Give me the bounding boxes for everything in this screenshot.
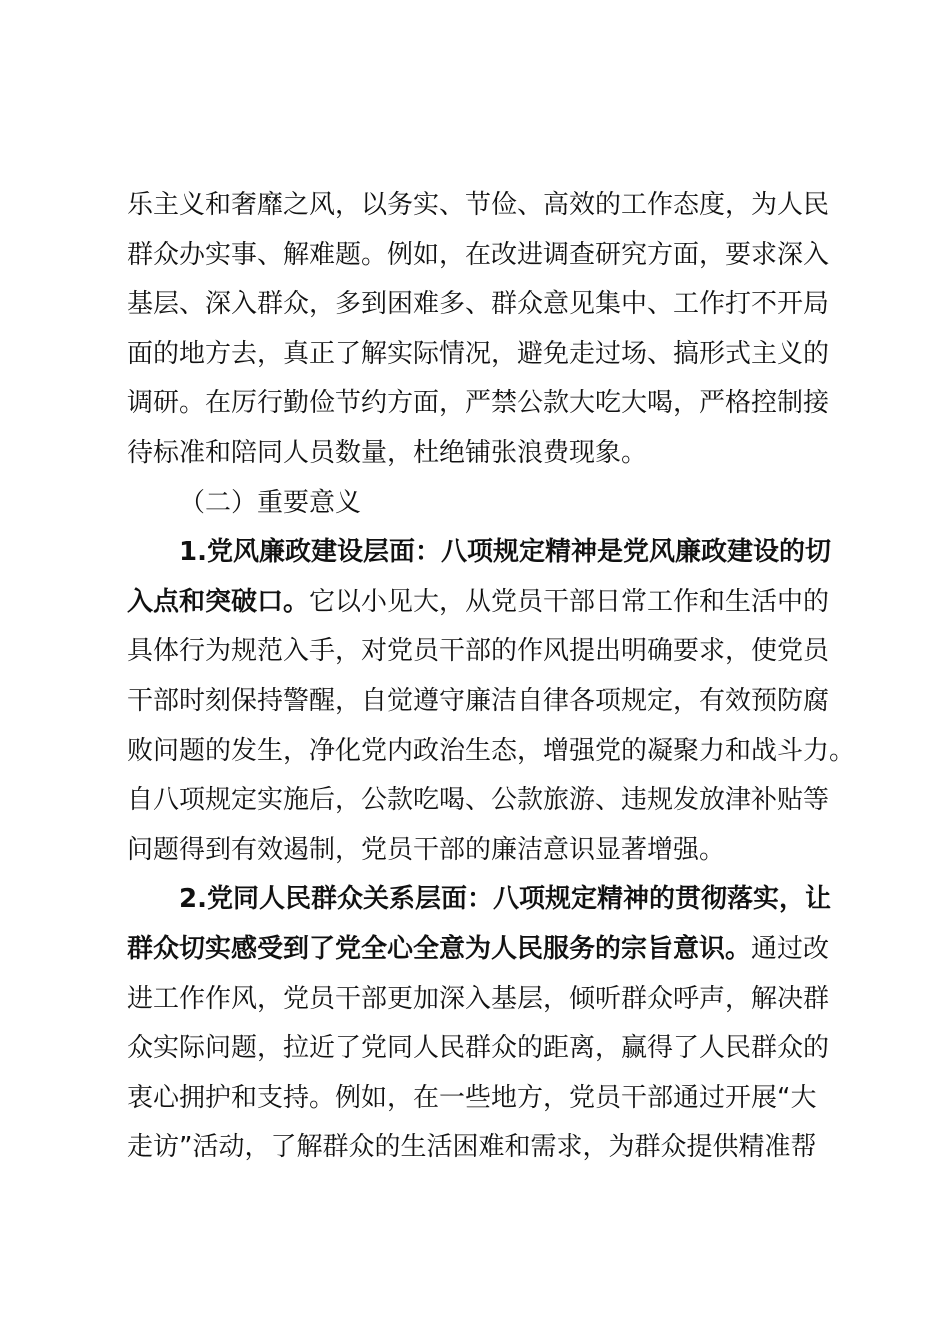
text-line (127, 727, 856, 777)
text-segment: 具体行为规范入手，对党员干部的作风提出明确要求，使党员 (127, 636, 830, 667)
text-line (127, 1123, 847, 1173)
text-line (127, 875, 847, 925)
text-line (127, 528, 847, 578)
text-segment: 通过改 (751, 933, 830, 964)
text-segment: 待标准和陪同人员数量，杜绝铺张浪费现象。 (127, 437, 648, 468)
text-segment: 众实际问题，拉近了党同人民群众的距离，赢得了人民群众的 (127, 1033, 830, 1064)
text-segment: 问题得到有效遏制，党员干部的廉洁意识显著增强。 (127, 834, 726, 865)
text-line (127, 578, 847, 628)
text-line (127, 1074, 847, 1124)
bold-text-segment: 2.党同人民群众关系层面：八项规定精神的贯彻落实，让 (179, 884, 831, 915)
bold-text-segment: 入点和突破口。 (127, 586, 310, 617)
text-line (127, 627, 847, 677)
text-line (127, 280, 847, 330)
text-segment: 群众办实事、解难题。例如，在改进调查研究方面，要求深入 (127, 239, 830, 270)
text-line (127, 1024, 847, 1074)
text-line (127, 677, 847, 727)
text-line (127, 330, 847, 380)
text-segment: 它以小见大，从党员干部日常工作和生活中的 (309, 586, 830, 617)
text-segment: 衷心拥护和支持。例如，在一些地方，党员干部通过开展“大 (127, 1082, 817, 1113)
bold-text-segment: 群众切实感受到了党全心全意为人民服务的宗旨意识。 (127, 933, 752, 964)
text-line (127, 826, 847, 876)
text-line (127, 776, 847, 826)
text-segment: 乐主义和奢靡之风，以务实、节俭、高效的工作态度，为人民 (127, 190, 830, 220)
text-segment: 进工作作风，党员干部更加深入基层，倾听群众呼声，解决群 (127, 983, 830, 1014)
text-segment: 败问题的发生，净化党内政治生态，增强党的凝聚力和战斗力。 (127, 735, 856, 766)
text-segment: 调研。在厉行勤俭节约方面，严禁公款大吃大喝，严格控制接 (127, 388, 830, 419)
text-segment: （二）重要意义 (179, 487, 362, 518)
bold-text-segment: 1.党风廉政建设层面：八项规定精神是党风廉政建设的切 (179, 537, 831, 568)
text-line (127, 181, 847, 231)
text-segment: 基层、深入群众，多到困难多、群众意见集中、工作打不开局 (127, 289, 830, 320)
text-segment: 走访”活动，了解群众的生活困难和需求，为群众提供精准帮 (127, 1132, 817, 1163)
document-body (127, 181, 856, 1173)
text-segment: 面的地方去，真正了解实际情况，避免走过场、搞形式主义的 (127, 338, 830, 369)
text-line (127, 379, 847, 429)
text-line (127, 479, 847, 529)
text-line (127, 925, 847, 975)
text-line (127, 429, 847, 479)
text-segment: 干部时刻保持警醒，自觉遵守廉洁自律各项规定，有效预防腐 (127, 685, 830, 716)
text-segment: 自八项规定实施后，公款吃喝、公款旅游、违规发放津补贴等 (127, 785, 830, 816)
text-line (127, 231, 847, 281)
text-line (127, 975, 847, 1025)
